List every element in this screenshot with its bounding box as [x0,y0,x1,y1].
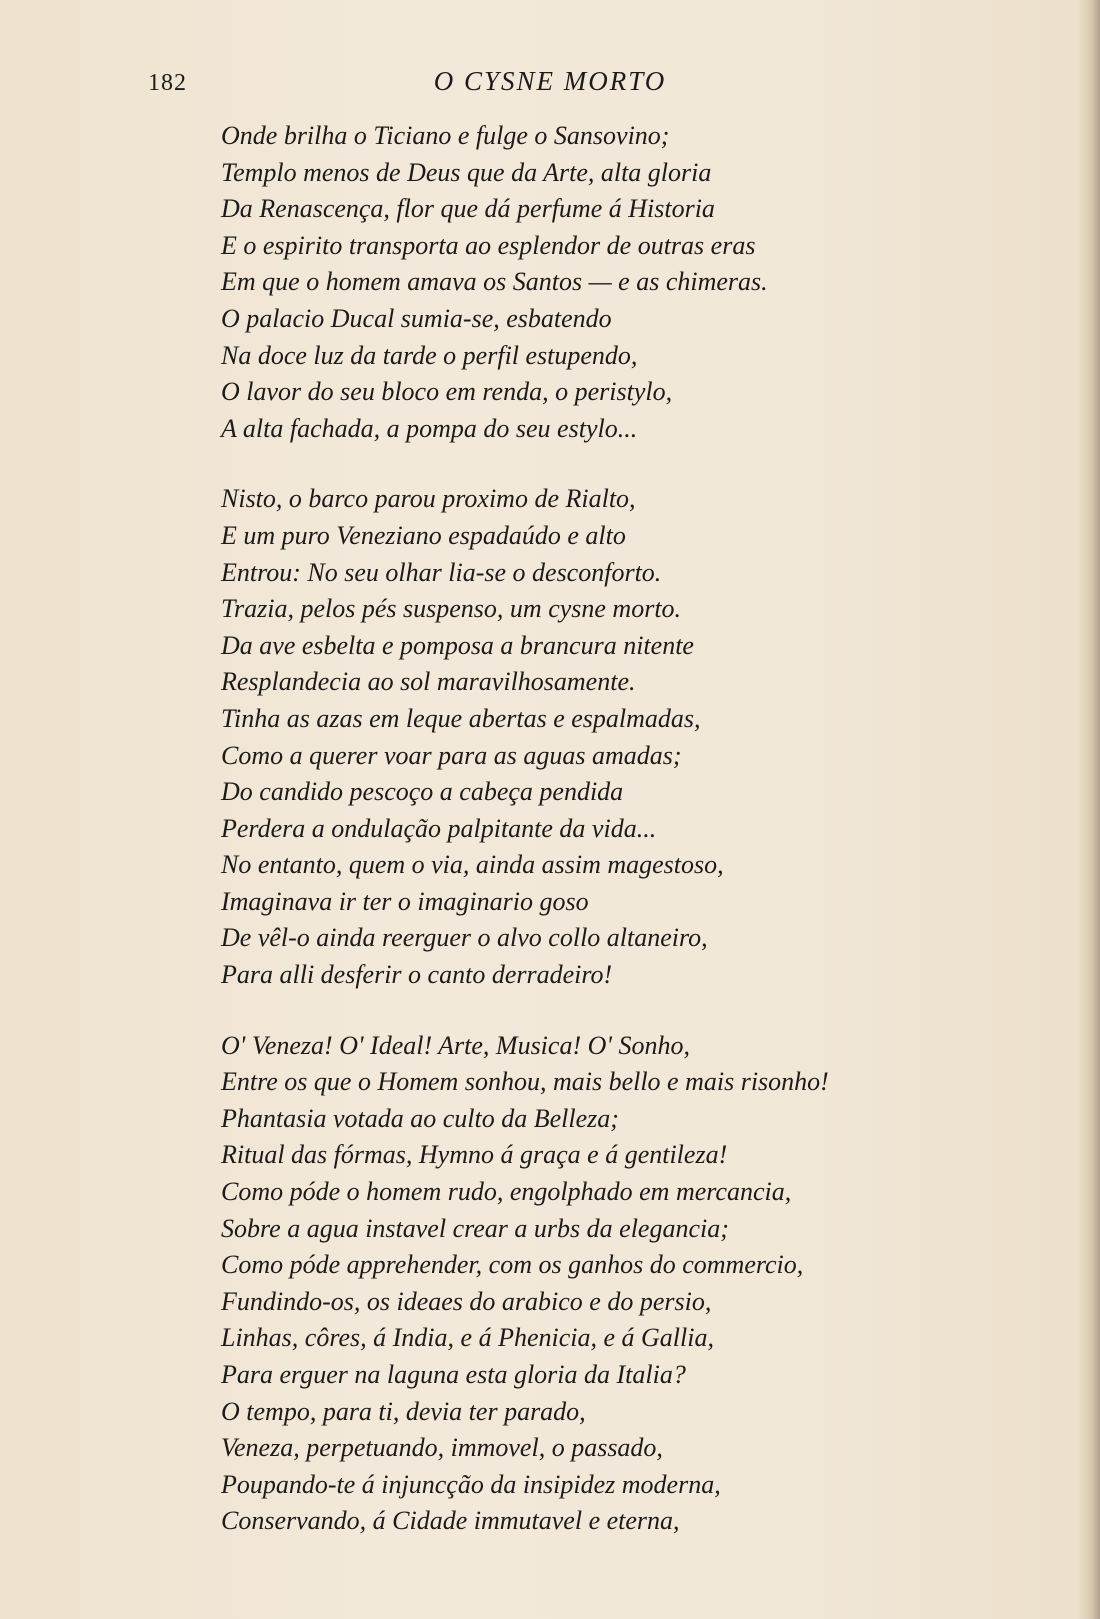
verse-line: Phantasia votada ao culto da Belleza; [221,1103,619,1133]
verse-line: O tempo, para ti, devia ter parado, [221,1396,586,1426]
verse-line: E o espirito transporta ao esplendor de outras eras [221,230,756,260]
poem-body [221,118,1021,1574]
stanza [221,481,1021,993]
verse-line: Para erguer na laguna esta gloria da Italia? [221,1360,686,1389]
verse-line: Poupando-te á injuncção da insipidez moderna, [221,1469,721,1499]
verse-line: Como a querer voar para as aguas amadas; [221,740,682,770]
verse-line: E um puro Veneziano espadaúdo e alto [221,520,626,550]
page-number: 182 [148,70,187,96]
verse-line: Onde brilha o Ticiano e fulge o Sansovino; [221,121,670,150]
stanza [221,1028,1021,1540]
verse-line: Ritual das fórmas, Hymno á graça e á gentileza! [221,1140,728,1170]
verse-line: Nisto, o barco parou proximo de Rialto, [221,484,636,514]
verse-line: A alta fachada, a pompa do seu estylo... [221,413,638,443]
verse-line: Como póde apprehender, com os ganhos do commercio, [221,1250,804,1280]
verse-line: Resplandecia ao sol maravilhosamente. [221,667,636,697]
running-title: O CYSNE MORTO [433,66,667,96]
verse-line: Entre os que o Homem sonhou, mais bello e mais risonho! [221,1067,829,1097]
verse-line: Entrou: No seu olhar lia-se o desconforto. [221,557,662,587]
verse-line: Do candido pescoço a cabeça pendida [221,777,624,807]
verse-line: Como póde o homem rudo, engolphado em mercancia, [221,1177,792,1207]
page-edge-shadow [1078,0,1100,1619]
verse-line: De vêl-o ainda reerguer o alvo collo altaneiro, [221,923,708,953]
verse-line: O lavor do seu bloco em renda, o peristylo, [221,377,673,407]
verse-line: Conservando, á Cidade immutavel e eterna, [221,1506,680,1536]
verse-line: Sobre a agua instavel crear a urbs da elegancia; [221,1213,729,1243]
verse-line: Na doce luz da tarde o perfil estupendo, [221,340,638,370]
verse-line: Fundindo-os, os ideaes do arabico e do persio, [221,1286,712,1316]
verse-line: Da ave esbelta e pomposa a brancura nitente [221,630,694,660]
verse-line: Linhas, côres, á India, e á Phenicia, e á Gallia, [221,1323,714,1353]
verse-line: O palacio Ducal sumia-se, esbatendo [221,303,612,333]
page-header [0,66,1100,106]
verse-line: Veneza, perpetuando, immovel, o passado, [221,1433,663,1463]
verse-line: Para alli desferir o canto derradeiro! [221,960,613,990]
verse-line: O' Veneza! O' Ideal! Arte, Musica! O' Sonho, [221,1030,690,1060]
verse-line: Trazia, pelos pés suspenso, um cysne morto. [221,594,682,624]
verse-line: Perdera a ondulação palpitante da vida... [221,813,657,843]
verse-line: Tinha as azas em leque abertas e espalmadas, [221,703,701,733]
stanza [221,118,1021,447]
verse-line: Templo menos de Deus que da Arte, alta gloria [221,157,712,187]
verse-line: No entanto, quem o via, ainda assim magestoso, [221,850,724,880]
verse-line: Imaginava ir ter o imaginario goso [221,886,589,916]
verse-line: Em que o homem amava os Santos — e as chimeras. [221,267,768,297]
verse-line: Da Renascença, flor que dá perfume á Historia [221,194,715,224]
